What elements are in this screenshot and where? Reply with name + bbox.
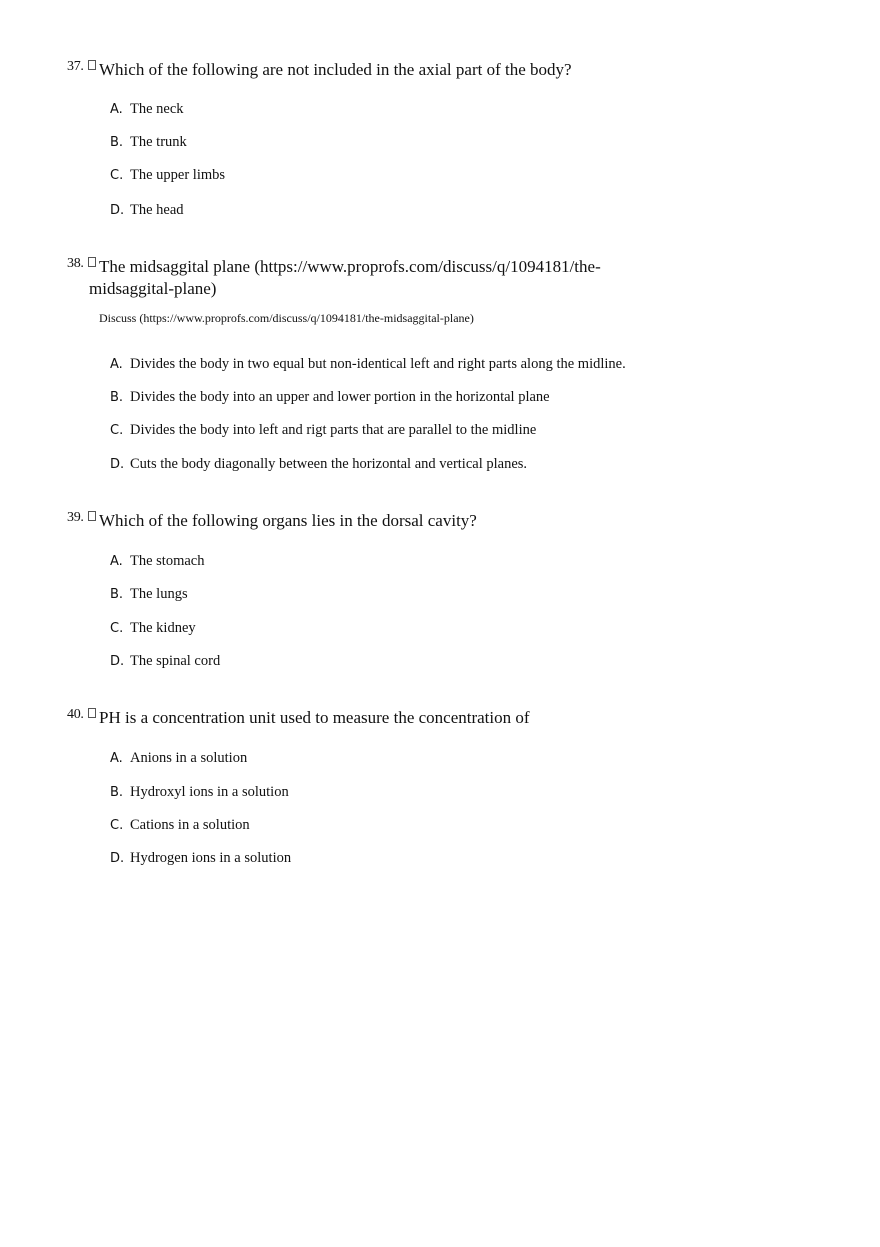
option-text: The stomach <box>130 553 205 569</box>
option-text: The spinal cord <box>130 653 221 669</box>
checkbox-glyph-icon <box>88 511 96 521</box>
option-text: The head <box>130 202 184 218</box>
question-number: 38. <box>67 256 84 271</box>
option-letter: D. <box>110 654 125 669</box>
option-text: Hydrogen ions in a solution <box>130 850 292 866</box>
option-text: The trunk <box>130 134 187 150</box>
option-text: The neck <box>130 101 184 117</box>
question-38 <box>0 256 880 326</box>
option-text: Divides the body in two equal but non-identical left and right parts along the midline. <box>130 356 626 372</box>
option-letter: C. <box>110 621 124 636</box>
option-40-a[interactable] <box>110 749 247 768</box>
question-40 <box>0 707 880 729</box>
option-38-d[interactable] <box>110 455 527 474</box>
option-letter: C. <box>110 423 124 438</box>
checkbox-glyph-icon <box>88 708 96 718</box>
question-number: 39. <box>67 510 84 525</box>
discuss-link[interactable]: Discuss (https://www.proprofs.com/discuss/q/1094181/the-midsaggital-plane) <box>99 311 474 325</box>
option-37-a[interactable] <box>110 100 184 119</box>
option-text: The upper limbs <box>130 167 226 183</box>
option-39-d[interactable] <box>110 652 220 671</box>
question-37 <box>0 59 880 81</box>
question-link-text-continued[interactable]: midsaggital-plane) <box>89 279 217 298</box>
option-letter: D. <box>110 457 125 472</box>
option-39-b[interactable] <box>110 585 188 604</box>
option-38-b[interactable] <box>110 388 550 407</box>
option-text: The kidney <box>130 620 196 636</box>
option-40-c[interactable] <box>110 816 250 835</box>
checkbox-glyph-icon <box>88 257 96 267</box>
option-letter: B. <box>110 587 124 602</box>
option-40-d[interactable] <box>110 849 291 868</box>
question-number: 37. <box>67 59 84 74</box>
question-number: 40. <box>67 707 84 722</box>
question-link-text[interactable]: The midsaggital plane (https://www.proprofs.com/discuss/q/1094181/the- <box>99 257 601 276</box>
option-text: Cuts the body diagonally between the horizontal and vertical planes. <box>130 456 528 472</box>
question-text: PH is a concentration unit used to measure the concentration of <box>99 708 530 727</box>
question-header <box>67 256 667 300</box>
question-header <box>67 707 667 729</box>
option-38-c[interactable] <box>110 421 536 440</box>
option-letter: C. <box>110 818 124 833</box>
option-letter: A. <box>110 102 123 117</box>
option-letter: A. <box>110 554 123 569</box>
checkbox-glyph-icon <box>88 60 96 70</box>
option-letter: B. <box>110 135 124 150</box>
option-text: Divides the body into an upper and lower portion in the horizontal plane <box>130 389 550 405</box>
option-39-c[interactable] <box>110 619 196 638</box>
option-letter: A. <box>110 751 123 766</box>
option-letter: D. <box>110 851 125 866</box>
option-38-a[interactable] <box>110 355 626 374</box>
option-letter: C. <box>110 168 124 183</box>
option-text: Divides the body into left and rigt parts that are parallel to the midline <box>130 422 537 438</box>
option-37-d[interactable] <box>110 201 184 220</box>
option-text: Hydroxyl ions in a solution <box>130 784 289 800</box>
option-39-a[interactable] <box>110 552 205 571</box>
question-39 <box>0 510 880 532</box>
question-text: Which of the following are not included in the axial part of the body? <box>99 60 572 79</box>
option-37-c[interactable] <box>110 166 225 185</box>
option-37-b[interactable] <box>110 133 187 152</box>
option-40-b[interactable] <box>110 783 289 802</box>
option-text: The lungs <box>130 586 188 602</box>
option-text: Anions in a solution <box>130 750 248 766</box>
option-letter: A. <box>110 357 123 372</box>
question-text: Which of the following organs lies in the dorsal cavity? <box>99 511 477 530</box>
question-header <box>67 510 667 532</box>
question-header <box>67 59 667 81</box>
option-letter: B. <box>110 390 124 405</box>
option-letter: D. <box>110 203 125 218</box>
option-text: Cations in a solution <box>130 817 250 833</box>
option-letter: B. <box>110 785 124 800</box>
